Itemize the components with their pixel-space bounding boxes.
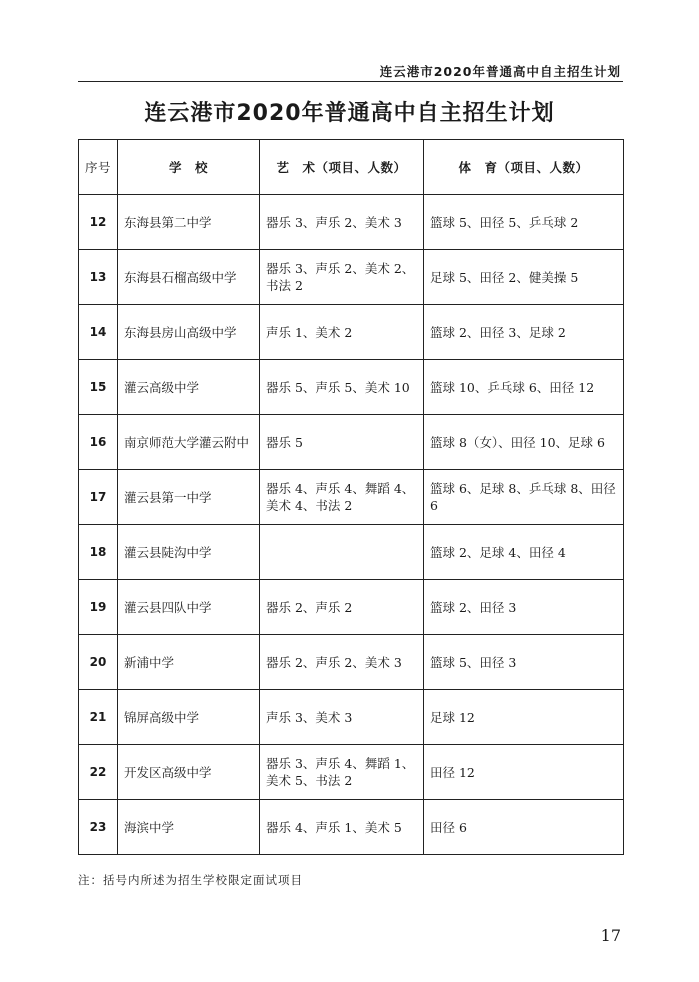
art-quota: 器乐 3、声乐 4、舞蹈 1、美术 5、书法 2 — [260, 745, 424, 800]
page-title: 连云港市2020年普通高中自主招生计划 — [144, 101, 555, 126]
table-row — [79, 305, 624, 360]
school-name: 开发区高级中学 — [118, 745, 260, 800]
school-name: 灌云高级中学 — [118, 360, 260, 415]
row-number: 23 — [79, 800, 118, 855]
row-number: 19 — [79, 580, 118, 635]
running-head: 连云港市2020年普通高中自主招生计划 — [379, 64, 621, 79]
sports-quota: 篮球 6、足球 8、乒乓球 8、田径 6 — [424, 470, 624, 525]
art-quota: 声乐 1、美术 2 — [260, 305, 424, 360]
art-quota: 器乐 3、声乐 2、美术 3 — [260, 195, 424, 250]
row-number: 20 — [79, 635, 118, 690]
table-row — [79, 195, 624, 250]
header-rule — [78, 81, 623, 82]
art-quota: 器乐 4、声乐 1、美术 5 — [260, 800, 424, 855]
art-quota — [260, 525, 424, 580]
table-row — [79, 690, 624, 745]
table-row — [79, 250, 624, 305]
art-quota: 器乐 5 — [260, 415, 424, 470]
school-name: 海滨中学 — [118, 800, 260, 855]
sports-quota: 田径 6 — [424, 800, 624, 855]
table-row — [79, 470, 624, 525]
enrollment-plan-table — [78, 139, 624, 855]
school-name: 灌云县第一中学 — [118, 470, 260, 525]
sports-quota: 篮球 5、田径 5、乒乓球 2 — [424, 195, 624, 250]
art-quota: 器乐 2、声乐 2、美术 3 — [260, 635, 424, 690]
sports-quota: 篮球 2、田径 3、足球 2 — [424, 305, 624, 360]
school-name: 东海县房山高级中学 — [118, 305, 260, 360]
art-quota: 器乐 2、声乐 2 — [260, 580, 424, 635]
row-number: 22 — [79, 745, 118, 800]
row-number: 12 — [79, 195, 118, 250]
row-number: 18 — [79, 525, 118, 580]
table-row — [79, 525, 624, 580]
sports-quota: 篮球 5、田径 3 — [424, 635, 624, 690]
row-number: 17 — [79, 470, 118, 525]
header-school: 学 校 — [118, 140, 260, 195]
row-number: 16 — [79, 415, 118, 470]
sports-quota: 篮球 2、足球 4、田径 4 — [424, 525, 624, 580]
table-footnote: 注：括号内所述为招生学校限定面试项目 — [78, 873, 303, 887]
school-name: 灌云县四队中学 — [118, 580, 260, 635]
header-sports: 体 育（项目、人数） — [424, 140, 624, 195]
school-name: 锦屏高级中学 — [118, 690, 260, 745]
school-name: 新浦中学 — [118, 635, 260, 690]
sports-quota: 篮球 2、田径 3 — [424, 580, 624, 635]
table-row — [79, 360, 624, 415]
sports-quota: 篮球 8（女）、田径 10、足球 6 — [424, 415, 624, 470]
header-art: 艺 术（项目、人数） — [260, 140, 424, 195]
table-row — [79, 745, 624, 800]
school-name: 南京师范大学灌云附中 — [118, 415, 260, 470]
sports-quota: 足球 12 — [424, 690, 624, 745]
art-quota: 声乐 3、美术 3 — [260, 690, 424, 745]
sports-quota: 田径 12 — [424, 745, 624, 800]
art-quota: 器乐 4、声乐 4、舞蹈 4、美术 4、书法 2 — [260, 470, 424, 525]
row-number: 14 — [79, 305, 118, 360]
sports-quota: 篮球 10、乒乓球 6、田径 12 — [424, 360, 624, 415]
table-row — [79, 635, 624, 690]
school-name: 东海县石榴高级中学 — [118, 250, 260, 305]
table-row — [79, 580, 624, 635]
row-number: 15 — [79, 360, 118, 415]
table-header-row — [79, 140, 624, 195]
school-name: 灌云县陡沟中学 — [118, 525, 260, 580]
table-row — [79, 800, 624, 855]
table-row — [79, 415, 624, 470]
row-number: 21 — [79, 690, 118, 745]
page-number: 17 — [600, 926, 621, 945]
header-no: 序号 — [79, 140, 118, 195]
art-quota: 器乐 5、声乐 5、美术 10 — [260, 360, 424, 415]
row-number: 13 — [79, 250, 118, 305]
sports-quota: 足球 5、田径 2、健美操 5 — [424, 250, 624, 305]
art-quota: 器乐 3、声乐 2、美术 2、书法 2 — [260, 250, 424, 305]
school-name: 东海县第二中学 — [118, 195, 260, 250]
